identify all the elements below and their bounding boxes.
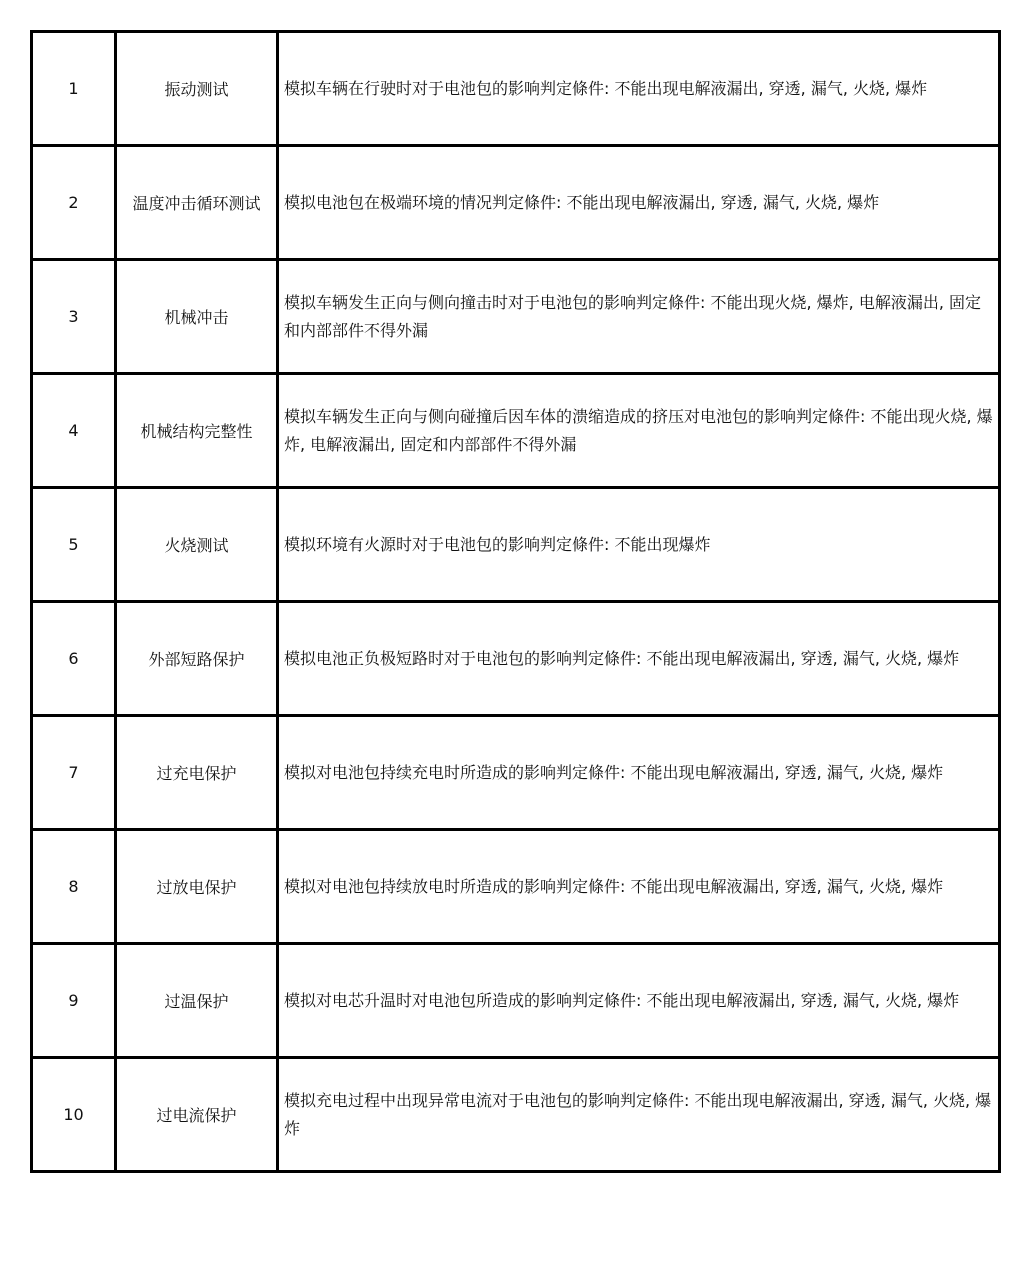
table-row: [32, 488, 1000, 602]
table-row: [32, 830, 1000, 944]
row-number: 5: [32, 488, 116, 602]
test-description: 模拟充电过程中出现异常电流对于电池包的影响判定條件: 不能出现电解液漏出, 穿透, 漏气, 火烧, 爆炸: [278, 1058, 1000, 1172]
row-number: 10: [32, 1058, 116, 1172]
test-description: 模拟电池正负极短路时对于电池包的影响判定條件: 不能出现电解液漏出, 穿透, 漏气, 火烧, 爆炸: [278, 602, 1000, 716]
test-name: 火烧测试: [116, 488, 278, 602]
test-description: 模拟对电池包持续充电时所造成的影响判定條件: 不能出现电解液漏出, 穿透, 漏气, 火烧, 爆炸: [278, 716, 1000, 830]
test-description: 模拟环境有火源时对于电池包的影响判定條件: 不能出现爆炸: [278, 488, 1000, 602]
row-number: 3: [32, 260, 116, 374]
table-row: [32, 32, 1000, 146]
table-row: [32, 146, 1000, 260]
test-name: 过温保护: [116, 944, 278, 1058]
test-description: 模拟车辆发生正向与侧向撞击时对于电池包的影响判定條件: 不能出现火烧, 爆炸, 电解液漏出, 固定和内部部件不得外漏: [278, 260, 1000, 374]
row-number: 2: [32, 146, 116, 260]
table-row: [32, 260, 1000, 374]
row-number: 6: [32, 602, 116, 716]
test-name: 振动测试: [116, 32, 278, 146]
table-row: [32, 602, 1000, 716]
row-number: 8: [32, 830, 116, 944]
test-description: 模拟车辆发生正向与侧向碰撞后因车体的溃缩造成的挤压对电池包的影响判定條件: 不能出现火烧, 爆炸, 电解液漏出, 固定和内部部件不得外漏: [278, 374, 1000, 488]
table-row: [32, 1058, 1000, 1172]
table-row: [32, 944, 1000, 1058]
test-description: 模拟电池包在极端环境的情况判定條件: 不能出现电解液漏出, 穿透, 漏气, 火烧, 爆炸: [278, 146, 1000, 260]
row-number: 1: [32, 32, 116, 146]
test-description: 模拟对电芯升温时对电池包所造成的影响判定條件: 不能出现电解液漏出, 穿透, 漏气, 火烧, 爆炸: [278, 944, 1000, 1058]
table-row: [32, 716, 1000, 830]
test-name: 过电流保护: [116, 1058, 278, 1172]
row-number: 7: [32, 716, 116, 830]
test-name: 机械结构完整性: [116, 374, 278, 488]
test-name: 过放电保护: [116, 830, 278, 944]
row-number: 9: [32, 944, 116, 1058]
test-name: 温度冲击循环测试: [116, 146, 278, 260]
test-description: 模拟对电池包持续放电时所造成的影响判定條件: 不能出现电解液漏出, 穿透, 漏气, 火烧, 爆炸: [278, 830, 1000, 944]
test-name: 外部短路保护: [116, 602, 278, 716]
table-row: [32, 374, 1000, 488]
test-name: 过充电保护: [116, 716, 278, 830]
row-number: 4: [32, 374, 116, 488]
battery-test-table: [30, 30, 1001, 1173]
test-description: 模拟车辆在行驶时对于电池包的影响判定條件: 不能出现电解液漏出, 穿透, 漏气, 火烧, 爆炸: [278, 32, 1000, 146]
test-name: 机械冲击: [116, 260, 278, 374]
